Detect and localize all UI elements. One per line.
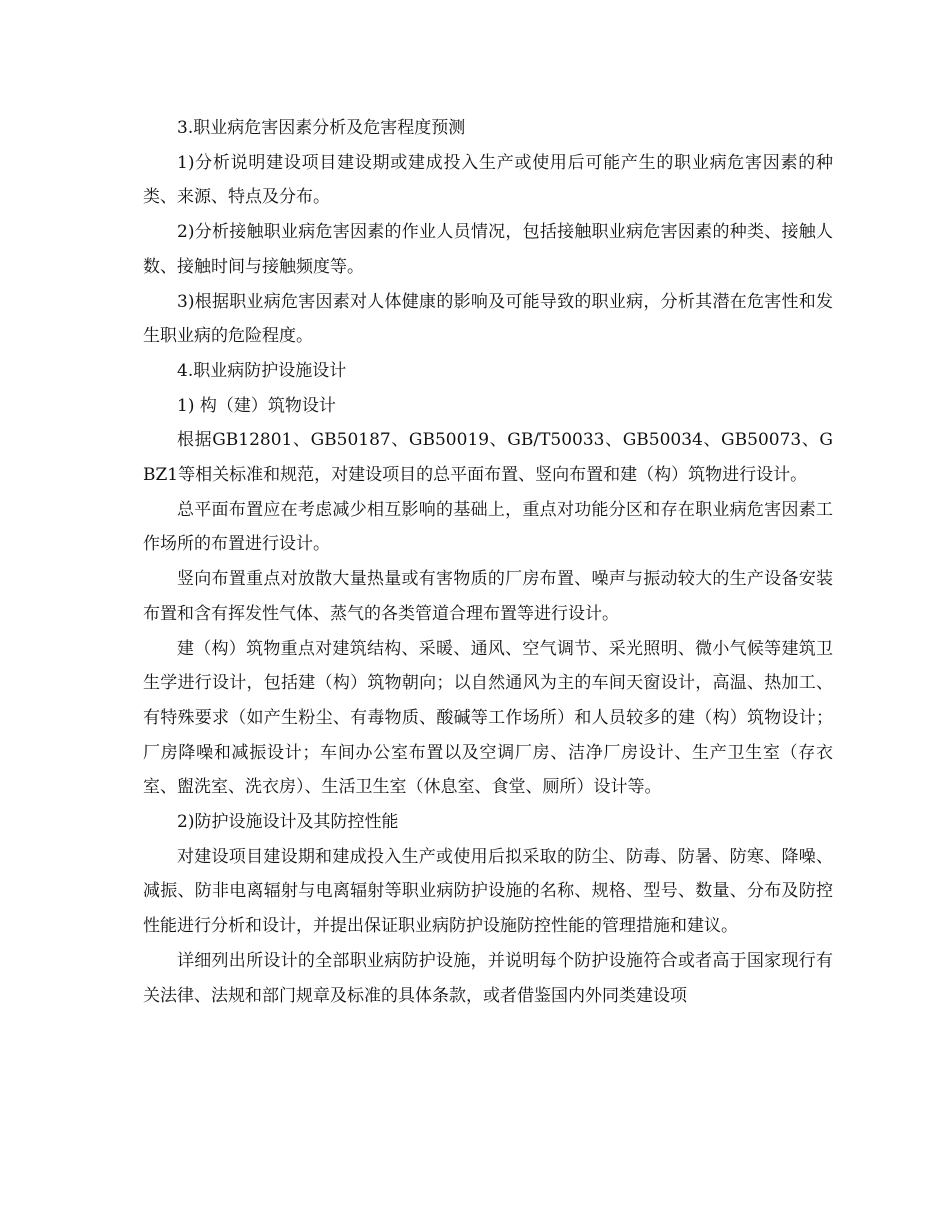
section-4-paragraph-3: 竖向布置重点对放散大量热量或有害物质的厂房布置、噪声与振动较大的生产设备安装布置和含有挥发性气体、蒸气的各类管道合理布置等进行设计。 xyxy=(143,569,833,624)
section-4-paragraph-1: 根据GB12801、GB50187、GB50019、GB/T50033、GB50034、GB50073、GBZ1等相关标准和规范，对建设项目的总平面布置、竖向布置和建（构）筑物进行设计。 xyxy=(143,430,833,486)
section-4-paragraph-5: 对建设项目建设期和建成投入生产或使用后拟采取的防尘、防毒、防暑、防寒、降噪、减振、防非电离辐射与电离辐射等职业病防护设施的名称、规格、型号、数量、分布及防控性能进行分析和设计，并提出保证职业病防护设施防控性能的管理措施和建议。 xyxy=(143,846,833,937)
section-4-heading: 4.职业病防护设施设计 xyxy=(177,360,347,381)
document-body xyxy=(143,111,833,1013)
section-4-paragraph-2: 总平面布置应在考虑减少相互影响的基础上，重点对功能分区和存在职业病危害因素工作场所的布置进行设计。 xyxy=(143,499,833,555)
section-3-heading: 3.职业病危害因素分析及危害程度预测 xyxy=(177,118,466,138)
section-4-subheading-2: 2)防护设施设计及其防控性能 xyxy=(177,812,399,833)
section-3-paragraph-2: 2)分析接触职业病危害因素的作业人员情况，包括接触职业病危害因素的种类、接触人数、接触时间与接触频度等。 xyxy=(143,222,833,277)
section-3-paragraph-3: 3)根据职业病危害因素对人体健康的影响及可能导致的职业病，分析其潜在危害性和发生职业病的危险程度。 xyxy=(143,291,833,347)
section-4-paragraph-4: 建（构）筑物重点对建筑结构、采暖、通风、空气调节、采光照明、微小气候等建筑卫生学进行设计，包括建（构）筑物朝向；以自然通风为主的车间天窗设计，高温、热加工、有特殊要求（如产生粉尘、有毒物质、酸碱等工作场所）和人员较多的建（构）筑物设计；厂房降噪和减振设计；车间办公室布置以及空调厂房、洁净厂房设计、生产卫生室（存衣室、盥洗室、洗衣房）、生活卫生室（休息室、食堂、厕所）设计等。 xyxy=(143,638,833,798)
section-3-paragraph-1: 1)分析说明建设项目建设期或建成投入生产或使用后可能产生的职业病危害因素的种类、来源、特点及分布。 xyxy=(143,152,833,208)
section-4-paragraph-6: 详细列出所设计的全部职业病防护设施，并说明每个防护设施符合或者高于国家现行有关法律、法规和部门规章及标准的具体条款，或者借鉴国内外同类建设项 xyxy=(143,950,833,1006)
section-4-subheading-1: 1) 构（建）筑物设计 xyxy=(177,395,336,416)
